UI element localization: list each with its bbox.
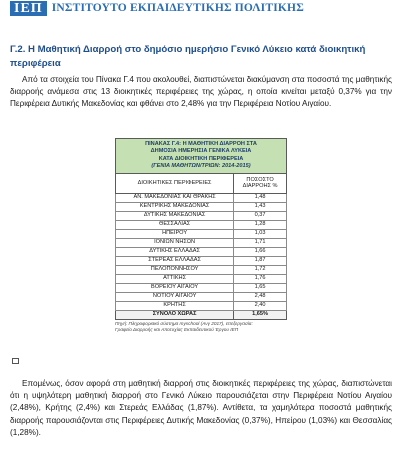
- column-header-rate-line1: ΠΟΣΟΣΤΟ: [246, 176, 274, 183]
- rate-cell: 1,65: [234, 283, 287, 292]
- region-cell: ΙΟΝΙΩΝ ΝΗΣΩΝ: [116, 238, 234, 247]
- conclusion-paragraph: Επομένως, όσον αφορά στη μαθητική διαρροή στις διοικητικές περιφέρειες της χώρας, διαπιστώνεται ότι η υψηλότερη μαθητική διαρροή στο Γενικό Λύκειο παρουσιάζεται στην Περιφέρεια Νοτίου Αιγαίου (2,48%), Κρήτης (2,4%) και Στερεάς Ελλάδας (1,87%). Αντίθετα, τα χαμηλότερα ποσοστά μαθητικής διαρροής παρουσιάζονται στις Περιφέρειες Δυτικής Μακεδονίας (0,37%), Ηπείρου (1,03%) και Θεσσαλίας (1,28%).: [10, 379, 392, 437]
- column-header-rate-line2: ΔΙΑΡΡΟΗΣ %: [242, 183, 278, 190]
- total-value: 1,65%: [234, 310, 287, 319]
- source-note-line1: Πηγή: Πληροφοριακό σύστημα myschool (Ανγ 2017), επεξεργασία:: [115, 320, 253, 326]
- table-row: [116, 238, 287, 247]
- image-placeholder-icon: [12, 358, 19, 364]
- table-row: [116, 301, 287, 310]
- table-total-row: [116, 310, 287, 319]
- column-header-region: ΔΙΟΙΚΗΤΙΚΕΣ ΠΕΡΙΦΕΡΕΙΕΣ: [116, 173, 234, 193]
- region-cell: ΑΝ. ΜΑΚΕΔΟΝΙΑΣ ΚΑΙ ΘΡΑΚΗΣ: [116, 193, 234, 202]
- region-cell: ΘΕΣΣΑΛΙΑΣ: [116, 220, 234, 229]
- region-cell: ΚΡΗΤΗΣ: [116, 301, 234, 310]
- rate-cell: 1,03: [234, 229, 287, 238]
- table-subtitle: (ΓΕΝΙΑ ΜΑΘΗΤΩΝ/ΤΡΙΩΝ: 2014-2015): [151, 163, 251, 170]
- source-note-line2: Γραφείο Διαρροής και Αποτυχίας Εκπαιδευτικού Έργου ΙΕΠ: [115, 326, 239, 332]
- table-row: [116, 202, 287, 211]
- rate-cell: 1,87: [234, 256, 287, 265]
- column-header-rate: [234, 173, 287, 193]
- dropout-table: [115, 138, 287, 320]
- table-title-line: ΔΗΜΟΣΙΑ ΗΜΕΡΗΣΙΑ ΓΕΝΙΚΑ ΛΥΚΕΙΑ: [150, 148, 252, 155]
- table-source-note: [115, 321, 287, 333]
- rate-cell: 2,40: [234, 301, 287, 310]
- iep-logo: ΙΕΠ: [10, 1, 47, 16]
- table-title: [116, 139, 287, 174]
- region-cell: ΠΕΛΟΠΟΝΝΗΣΟΥ: [116, 265, 234, 274]
- table-row: [116, 229, 287, 238]
- rate-cell: 1,71: [234, 238, 287, 247]
- rate-cell: 1,66: [234, 247, 287, 256]
- table-row: [116, 265, 287, 274]
- table-row: [116, 283, 287, 292]
- region-cell: ΑΤΤΙΚΗΣ: [116, 274, 234, 283]
- table-row: [116, 220, 287, 229]
- region-cell: ΚΕΝΤΡΙΚΗΣ ΜΑΚΕΔΟΝΙΑΣ: [116, 202, 234, 211]
- region-cell: ΒΟΡΕΙΟΥ ΑΙΓΑΙΟΥ: [116, 283, 234, 292]
- table-row: [116, 256, 287, 265]
- institute-name: ΙΝΣΤΙΤΟΥΤΟ ΕΚΠΑΙΔΕΥΤΙΚΗΣ ΠΟΛΙΤΙΚΗΣ: [51, 2, 304, 14]
- table-row: [116, 247, 287, 256]
- rate-cell: 1,43: [234, 202, 287, 211]
- intro-paragraph: Από τα στοιχεία του Πίνακα Γ.4 που ακολουθεί, διαπιστώνεται διακύμανση στα ποσοστά της μαθητικής διαρροής ανάμεσα στις 13 διοικητικές περιφέρειες της χώρας, η οποία κινείται μεταξύ 0,37% για την Περιφέρεια Δυτικής Μακεδονίας και φθάνει στο 2,48% για την Περιφέρεια Νοτίου Αιγαίου.: [10, 75, 392, 109]
- region-cell: ΣΤΕΡΕΑΣ ΕΛΛΑΔΑΣ: [116, 256, 234, 265]
- table-title-row: [116, 139, 287, 174]
- rate-cell: 1,28: [234, 220, 287, 229]
- rate-cell: 1,48: [234, 193, 287, 202]
- table-row: [116, 211, 287, 220]
- table-title-line: ΚΑΤΑ ΔΙΟΙΚΗΤΙΚΗ ΠΕΡΙΦΕΡΕΙΑ: [158, 155, 244, 162]
- section-heading: Γ.2. Η Μαθητική Διαρροή στο δημόσιο ημερήσιο Γενικό Λύκειο κατά διοικητική περιφέρεια: [10, 44, 366, 69]
- dropout-table-block: [115, 138, 287, 333]
- rate-cell: 0,37: [234, 211, 287, 220]
- table-row: [116, 274, 287, 283]
- region-cell: ΔΥΤΙΚΗΣ ΕΛΛΑΔΑΣ: [116, 247, 234, 256]
- region-cell: ΔΥΤΙΚΗΣ ΜΑΚΕΔΟΝΙΑΣ: [116, 211, 234, 220]
- table-header-row: [116, 173, 287, 193]
- region-cell: ΝΟΤΙΟΥ ΑΙΓΑΙΟΥ: [116, 292, 234, 301]
- page-header: [10, 0, 304, 16]
- rate-cell: 1,76: [234, 274, 287, 283]
- rate-cell: 2,48: [234, 292, 287, 301]
- rate-cell: 1,72: [234, 265, 287, 274]
- table-title-line: ΠΙΝΑΚΑΣ Γ.4: Η ΜΑΘΗΤΙΚΗ ΔΙΑΡΡΟΗ ΣΤΑ: [145, 141, 257, 147]
- total-label: ΣΥΝΟΛΟ ΧΩΡΑΣ: [116, 310, 234, 319]
- region-cell: ΗΠΕΙΡΟΥ: [116, 229, 234, 238]
- table-row: [116, 193, 287, 202]
- table-row: [116, 292, 287, 301]
